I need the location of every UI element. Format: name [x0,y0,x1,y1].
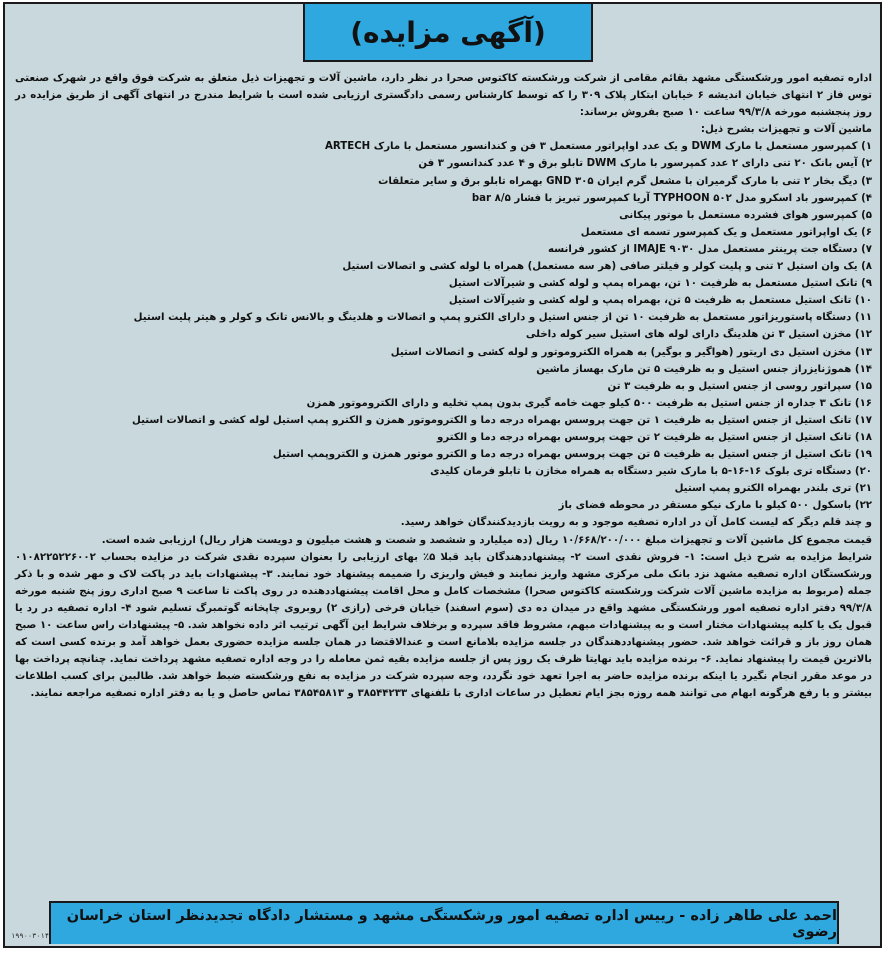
list-item: ۲) آیس بانک ۲۰ تنی دارای ۲ عدد کمپرسور با مارک DWM تابلو برق و ۴ عدد کندانسور ۳ فن [418,158,872,170]
list-item: ۵) کمپرسور هوای فشرده مستعمل با موتور پیکانی [619,209,872,221]
list-item: ۸) یک وان استیل ۲ تنی و پلیت کولر و فیلتر صافی (هر سه مستعمل) همراه با لوله کشی و اتصالات استیل [342,261,872,273]
list-item: ۱۰) تانک استیل مستعمل به ظرفیت ۵ تن، بهمراه پمپ و لوله کشی و شیرآلات استیل [448,295,872,307]
equipment-list [15,138,872,514]
intro-paragraph: اداره تصفیه امور ورشکستگی مشهد بقائم مقامی از شرکت ورشکسته کاکتوس صحرا در نظر دارد، ماشین آلات و تجهیزات ذیل متعلق به شرکت فوق واقع در شهرک صنعتی توس فاز ۲ انتهای خیابان اندیشه ۶ خیابان ابتکار پلاک ۳۰۹ را که توسط کارشناس رسمی دادگستری ارزیابی شده است با شرایط مندرج در انتهای آگهی از طریق مزایده در روز پنجشنبه مورخه ۹۹/۳/۸ ساعت ۱۰ صبح بفروش برساند: [15,73,872,119]
signature-banner [49,901,839,944]
list-item: ۲۲) باسکول ۵۰۰ کیلو با مارک نیکو مستقر در محوطه فضای باز [558,500,872,512]
title-banner [303,4,593,62]
list-item: ۱۱) دستگاه پاستوریزاتور مستعمل به ظرفیت ۱۰ تن از جنس استیل و دارای الکترو پمپ و اتصالات و هلدینگ و بالانس تانک و کولر و هیتر پلیت استیل [133,312,872,324]
list-item: ۴) کمپرسور باد اسکرو مدل ۵۰۲ TYPHOON آریا کمپرسور تبریز با فشار bar ۸/۵ [471,192,872,204]
list-item: ۲۱) تری بلندر بهمراه الکترو پمپ استیل [674,483,872,495]
closing-note: و چند قلم دیگر که لیست کامل آن در اداره تصفیه موجود و به رویت بازدیدکنندگان خواهد رسید. [400,517,872,529]
ad-body [15,70,872,702]
ad-code: ۱۹۹۰۰۳۰۱۴ [11,932,49,940]
list-item: ۶) یک اواپراتور مستعمل و یک کمپرسور تسمه ای مستعمل [580,226,872,238]
list-item: ۷) دستگاه جت پرینتر مستعمل مدل ۹۰۳۰ IMAJE از کشور فرانسه [547,243,872,255]
signature-text: احمد علی طاهر زاده - رییس اداره تصفیه امور ورشکستگی مشهد و مستشار دادگاه تجدیدنظر استان خراسان رضوی [66,907,837,940]
list-item: ۳) دیگ بخار ۲ تنی با مارک گرمیران با مشعل گرم ایران ۳۰۵ GND بهمراه تابلو برق و سایر متعلقات [378,175,872,187]
list-item: ۲۰) دستگاه تری بلوک ۱۶-۱۶-۵ با مارک شیر دستگاه به همراه مخازن با تابلو فرمان کلیدی [430,466,872,478]
list-item: ۱۲) مخزن استیل ۳ تن هلدینگ دارای لوله های استیل سیر کوله داخلی [525,329,872,341]
list-item: ۱۹) تانک استیل از جنس استیل به ظرفیت ۵ تن جهت پروسس بهمراه درجه دما و الکترو موتور همزن و الکتروپمپ استیل [272,449,872,461]
list-item: ۱۶) تانک ۳ جداره از جنس استیل به ظرفیت ۵۰۰ کیلو جهت خامه گیری بدون پمپ تخلیه و دارای الکتروموتور همزن [306,397,872,409]
list-item: ۱) کمپرسور مستعمل با مارک DWM و یک عدد اواپراتور مستعمل ۳ فن و کندانسور مستعمل با مارک ARTECH [325,141,872,153]
list-heading: ماشین آلات و تجهیزات بشرح ذیل: [700,124,872,136]
list-item: ۱۳) مخزن استیل دی اریتور (هواگیر و بوگیر) به همراه الکتروموتور و لوله کشی و اتصالات استیل [390,346,872,358]
price-paragraph: قیمت مجموع کل ماشین آلات و تجهیزات مبلغ ۱۰/۶۶۸/۲۰۰/۰۰۰ ریال (ده میلیارد و ششصد و شصت و هشت میلیون و دویست هزار ریال) ارزیابی شده است. [101,534,872,546]
list-item: ۱۵) سپراتور روسی از جنس استیل و به ظرفیت ۳ تن [607,380,872,392]
conditions-paragraph: شرایط مزایده به شرح ذیل است: ۱- فروش نقدی است ۲- پیشنهاددهندگان باید قبلا ۵٪ بهای ارزیابی را بعنوان سپرده نقدی شرکت در مزایده بحساب ۰۱۰۸۲۲۵۲۲۶۰۰۲ ورشکستگان اداره تصفیه مشهد نزد بانک ملی مرکزی مشهد واریز نمایند و فیش واریزی را ضمیمه پیشنهاد خود نمایند. ۳- پیشنهادات باید در پاکت لاک و مهر شده و با ذکر جمله (مربوط به مزایده ماشین آلات شرکت ورشکسته کاکتوس صحرا) مشخصات کامل و محل اقامت پیشنهاددهنده در روی پاکت تا ساعت ۹ صبح اداری روز پنج شنبه مورخه ۹۹/۳/۸ دفتر اداره تصفیه امور ورشکستگی مشهد واقع در میدان ده دی (سوم اسفند) خیابان فرخی (رازی ۲) روبروی چاپخانه گوتمبرگ تسلیم شود ۴- اداره تصفیه در رد یا قبول یک یا کلیه پیشنهادات مختار است و به پیشنهادات مبهم، مشروط فاقد سپرده و برخلاف شرایط این آگهی ترتیب اثر داده نخواهد شد. ۵- پیشنهادات راس ساعت ۱۰ صبح همان روز باز و قرائت خواهد شد. حضور پیشنهاددهندگان در جلسه مزایده بلامانع است و عندالاقتضا در همان جلسه مزایده حضوری بعمل خواهد آمد و برنده کسی است که بالاترین قیمت را پیشنهاد نماید. ۶- برنده مزایده باید نهایتا ظرف یک روز پس از جلسه مزایده بقیه ثمن معامله را در وجه اداره تصفیه مشهد پرداخت نماید. چنانچه پرداخت بها در موعد مقرر انجام نگیرد یا اینکه برنده مزایده حاضر به اجرا تعهد خود نگردد، وجه سپرده شرکت در مزایده به نفع ورشکسته ضبط خواهد شد. طالبین برای کسب اطلاعات بیشتر و یا رفع هرگونه ابهام می توانند همه روزه بجز ایام تعطیل در ساعات اداری با تلفنهای ۳۸۵۴۴۲۳۳ و ۳۸۵۴۵۸۱۳ تماس حاصل و یا به دفتر اداره تصفیه مراجعه نمایند. [15,551,873,700]
list-item: ۱۸) تانک استیل از جنس استیل به ظرفیت ۲ تن جهت پروسس بهمراه درجه دما و الکترو [437,431,872,443]
list-item: ۱۴) هموژنایزراز جنس استیل و به ظرفیت ۵ تن مارک بهساز ماشین [536,363,872,375]
list-item: ۹) تانک استیل مستعمل به ظرفیت ۱۰ تن، بهمراه پمپ و لوله کشی و شیرآلات استیل [448,278,872,290]
ad-frame [3,2,882,948]
ad-title: (آگهی مزایده) [350,15,546,49]
list-item: ۱۷) تانک استیل از جنس استیل به ظرفیت ۱ تن جهت پروسس بهمراه درجه دما و الکتروموتور همزن و الکترو پمپ استیل لوله کشی و اتصالات استیل [132,414,872,426]
